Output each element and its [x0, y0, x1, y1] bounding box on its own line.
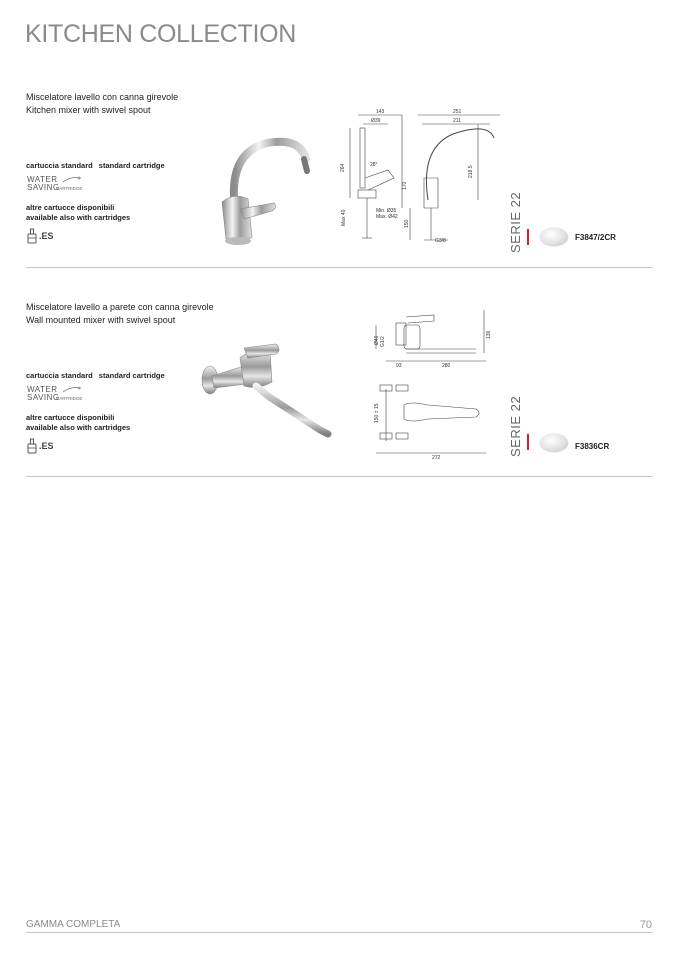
product-2-chrome-swatch	[540, 434, 568, 452]
dim-93: 93	[396, 363, 402, 369]
product-2-technical-drawing	[366, 305, 496, 461]
dim-max42: Max. Ø42	[376, 214, 398, 220]
product-2-cartridge	[26, 371, 165, 380]
alt-en-label: available also with cartridges	[26, 213, 131, 222]
product-1-chrome-swatch	[540, 228, 568, 246]
dim-150: 150	[404, 219, 410, 228]
dim-251: 251	[453, 109, 462, 115]
dim-280: 280	[442, 363, 451, 369]
water-saving-line2: SAVING	[27, 393, 60, 402]
water-saving-line1: WATER	[27, 175, 58, 184]
cartridge-en-label: standard cartridge	[98, 371, 165, 380]
cartridge-en-label: standard cartridge	[98, 161, 165, 170]
cartridge-it-label: cartuccia standard	[26, 161, 93, 170]
water-saving-logo	[27, 385, 87, 402]
alt-it-label: altre cartucce disponibili	[26, 203, 115, 212]
dim-218-5: 218.5	[468, 165, 474, 178]
cartridge-icon	[25, 228, 39, 245]
dim-150-15: 150 ± 15	[374, 403, 380, 423]
product-2-red-bar	[527, 434, 529, 450]
drop-icon	[61, 175, 83, 185]
alt-en-label: available also with cartridges	[26, 423, 131, 432]
es-cartridge-logo	[25, 438, 59, 456]
product-1-photo	[212, 137, 317, 249]
dim-272: 272	[432, 455, 441, 461]
product-2-description-en: Wall mounted mixer with swivel spout	[26, 315, 176, 325]
alt-it-label: altre cartucce disponibili	[26, 413, 115, 422]
dim-211: 211	[453, 118, 461, 124]
es-cartridge-logo	[25, 228, 59, 246]
divider-2	[26, 476, 653, 477]
water-saving-line2: SAVING	[27, 183, 60, 192]
product-1-description-en: Kitchen mixer with swivel spout	[26, 105, 151, 115]
water-saving-line3: CARTRIDGE	[56, 186, 83, 191]
product-1-description-it: Miscelatore lavello con canna girevole	[26, 92, 179, 102]
product-2-alt-cartridges	[26, 413, 130, 433]
product-2-description-it: Miscelatore lavello a parete con canna girevole	[26, 302, 214, 312]
dim-min35: Min. Ø35	[376, 208, 397, 214]
dim-264: 264	[340, 163, 346, 172]
product-1-serie: SERIE 22	[508, 191, 523, 253]
product-1-alt-cartridges	[26, 203, 130, 223]
cartridge-it-label: cartuccia standard	[26, 371, 93, 380]
dim-136: 136	[486, 330, 492, 339]
dim-g38: G3/8	[435, 238, 446, 244]
footer-rule	[26, 932, 653, 933]
product-2-photo	[196, 338, 334, 442]
page-number: 70	[639, 919, 652, 931]
es-label: .ES	[39, 441, 54, 451]
dim-g12: G1/2	[380, 336, 386, 347]
product-1-code: F3847/2CR	[575, 233, 616, 242]
divider-1	[26, 267, 653, 268]
es-label: .ES	[39, 231, 54, 241]
water-saving-logo	[27, 175, 87, 192]
dim-39: Ø39	[371, 118, 381, 124]
water-saving-line1: WATER	[27, 385, 58, 394]
dim-46: Ø46	[374, 335, 380, 345]
footer-label: GAMMA COMPLETA	[26, 919, 121, 930]
dim-28deg: 28°	[370, 162, 378, 168]
product-2-serie: SERIE 22	[508, 395, 523, 457]
dim-max40: Max 40	[341, 209, 347, 226]
product-1-technical-drawing	[338, 108, 510, 248]
drop-icon	[61, 385, 83, 395]
dim-170: 170	[402, 181, 408, 190]
dim-143: 143	[376, 109, 385, 115]
water-saving-line3: CARTRIDGE	[56, 396, 83, 401]
product-1-cartridge	[26, 161, 165, 170]
product-1-red-bar	[527, 229, 529, 245]
product-2-code: F3836CR	[575, 442, 610, 451]
cartridge-icon	[25, 438, 39, 455]
page-title: KITCHEN COLLECTION	[25, 20, 297, 48]
